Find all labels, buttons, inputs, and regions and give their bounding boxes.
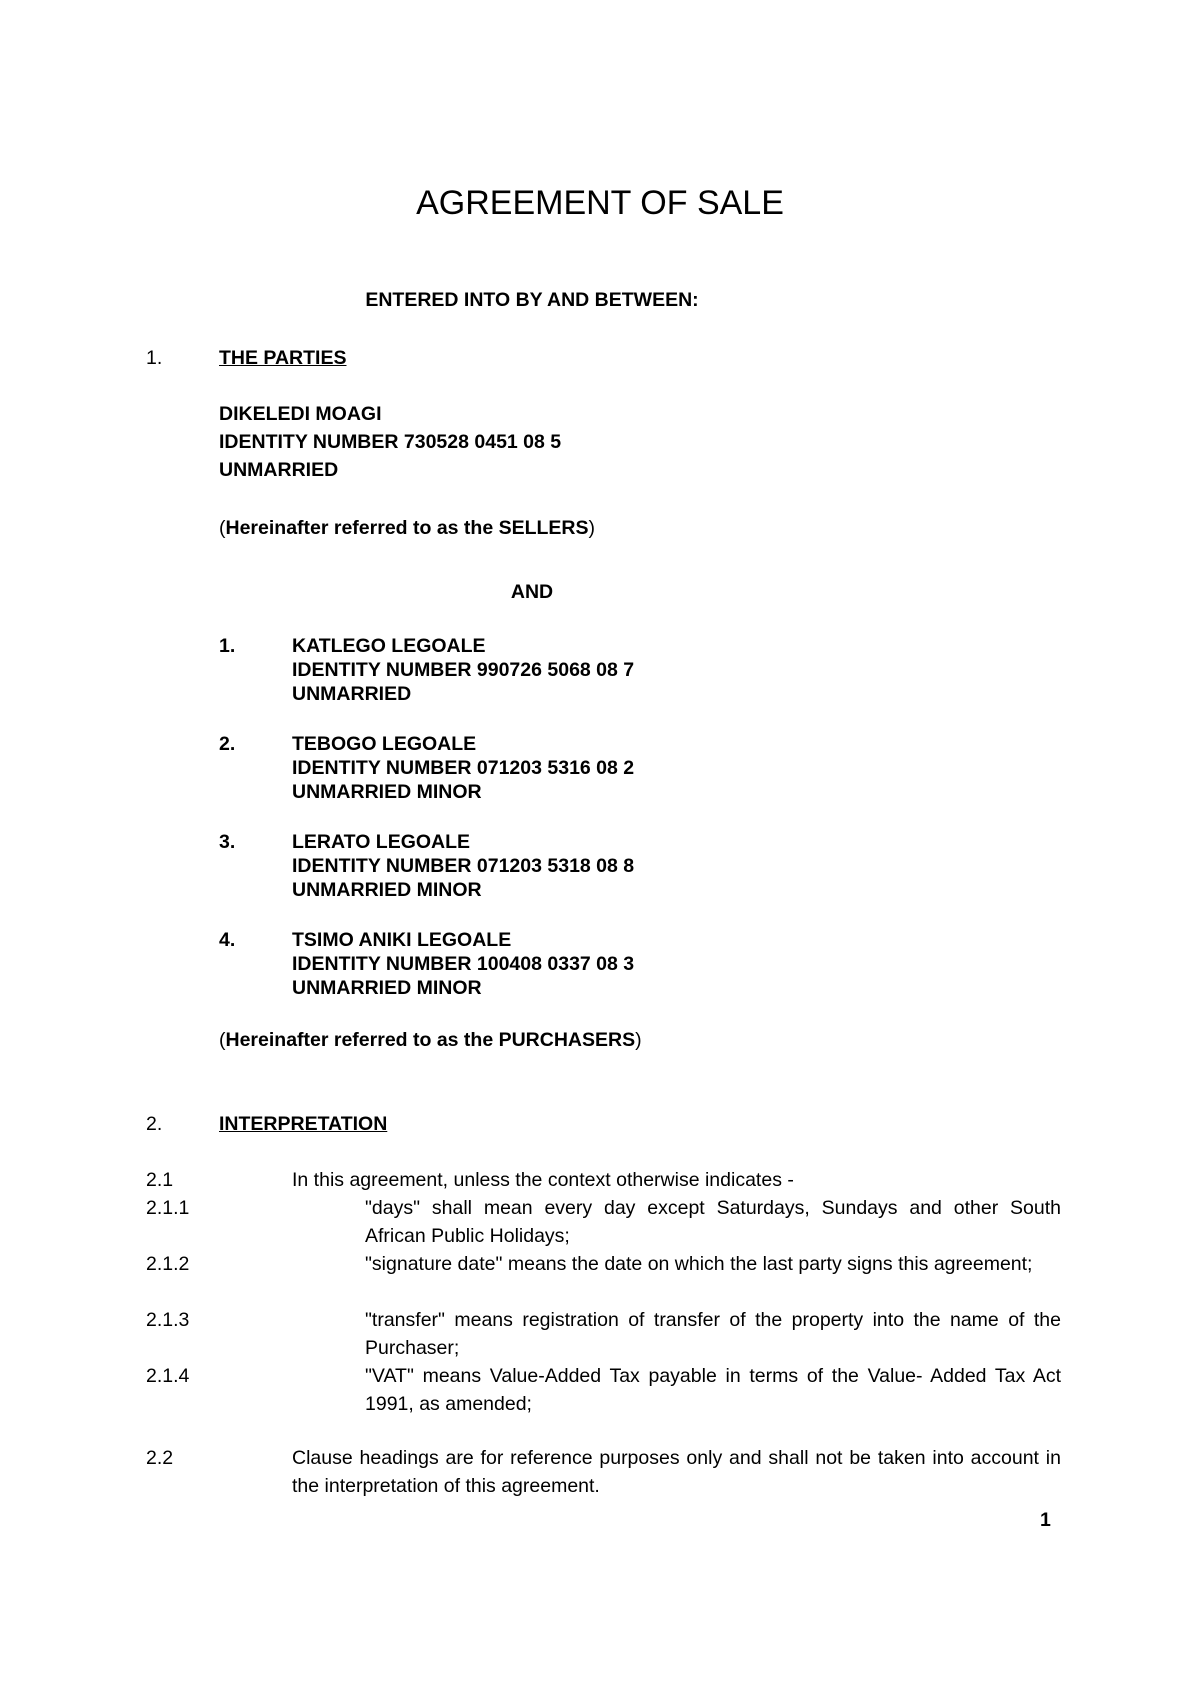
purchaser-1-name: KATLEGO LEGOALE <box>292 635 486 657</box>
clause-2-1-3-number: 2.1.3 <box>146 1309 190 1331</box>
clause-2-1-text: In this agreement, unless the context otherwise indicates - <box>292 1169 794 1191</box>
seller-id: IDENTITY NUMBER 730528 0451 08 5 <box>219 431 562 453</box>
document-title: AGREEMENT OF SALE <box>416 184 784 222</box>
clause-2-1-3-text: "transfer" means registration of transfer of the property into the name of the Purchaser; <box>365 1309 1061 1359</box>
purchaser-4-id: IDENTITY NUMBER 100408 0337 08 3 <box>292 953 635 975</box>
clause-2-1-1-text: "days" shall mean every day except Saturdays, Sundays and other South African Public Holidays; <box>365 1197 1061 1247</box>
seller-name: DIKELEDI MOAGI <box>219 403 382 425</box>
clause-2-2-number: 2.2 <box>146 1447 174 1469</box>
purchaser-1-number: 1. <box>219 635 236 657</box>
section-1-number: 1. <box>146 347 163 369</box>
clause-2-1-1-number: 2.1.1 <box>146 1197 190 1219</box>
sellers-reference <box>219 516 595 541</box>
paren-open: ( <box>219 517 226 539</box>
section-2-heading: INTERPRETATION <box>219 1113 388 1135</box>
clause-2-1-2-number: 2.1.2 <box>146 1253 190 1275</box>
clause-2-1-number: 2.1 <box>146 1169 174 1191</box>
purchasers-reference <box>219 1028 642 1053</box>
clause-2-1-4-number: 2.1.4 <box>146 1365 190 1387</box>
clause-2-2-text: Clause headings are for reference purposes only and shall not be taken into account in the interpretation of this agreement. <box>292 1447 1061 1497</box>
purchaser-3-id: IDENTITY NUMBER 071203 5318 08 8 <box>292 855 635 877</box>
page-number: 1 <box>1040 1509 1051 1531</box>
and-separator: AND <box>510 581 554 603</box>
clause-2-1-4-text: "VAT" means Value-Added Tax payable in terms of the Value- Added Tax Act 1991, as amended; <box>365 1365 1061 1415</box>
paren-close: ) <box>588 517 596 539</box>
clause-2-1-2-text: "signature date" means the date on which the last party signs this agreement; <box>365 1253 1033 1275</box>
purchaser-4-name: TSIMO ANIKI LEGOALE <box>292 929 512 951</box>
purchaser-4-number: 4. <box>219 929 236 951</box>
purchaser-4-status: UNMARRIED MINOR <box>292 977 482 999</box>
purchaser-1-status: UNMARRIED <box>292 683 412 705</box>
purchaser-3-name: LERATO LEGOALE <box>292 831 471 853</box>
section-2-number: 2. <box>146 1113 163 1135</box>
seller-status: UNMARRIED <box>219 459 339 481</box>
purchaser-2-name: TEBOGO LEGOALE <box>292 733 477 755</box>
paren-close: ) <box>635 1029 642 1051</box>
paren-open: ( <box>219 1029 226 1051</box>
purchaser-3-status: UNMARRIED MINOR <box>292 879 482 901</box>
purchaser-2-status: UNMARRIED MINOR <box>292 781 482 803</box>
purchaser-2-id: IDENTITY NUMBER 071203 5316 08 2 <box>292 757 635 779</box>
purchaser-2-number: 2. <box>219 733 236 755</box>
purchaser-1-id: IDENTITY NUMBER 990726 5068 08 7 <box>292 659 635 681</box>
document-subtitle: ENTERED INTO BY AND BETWEEN: <box>365 289 699 311</box>
sellers-reference-text: Hereinafter referred to as the SELLERS <box>225 517 589 539</box>
purchaser-3-number: 3. <box>219 831 236 853</box>
section-1-heading: THE PARTIES <box>219 347 347 369</box>
purchasers-reference-text: Hereinafter referred to as the PURCHASERS <box>225 1029 636 1051</box>
